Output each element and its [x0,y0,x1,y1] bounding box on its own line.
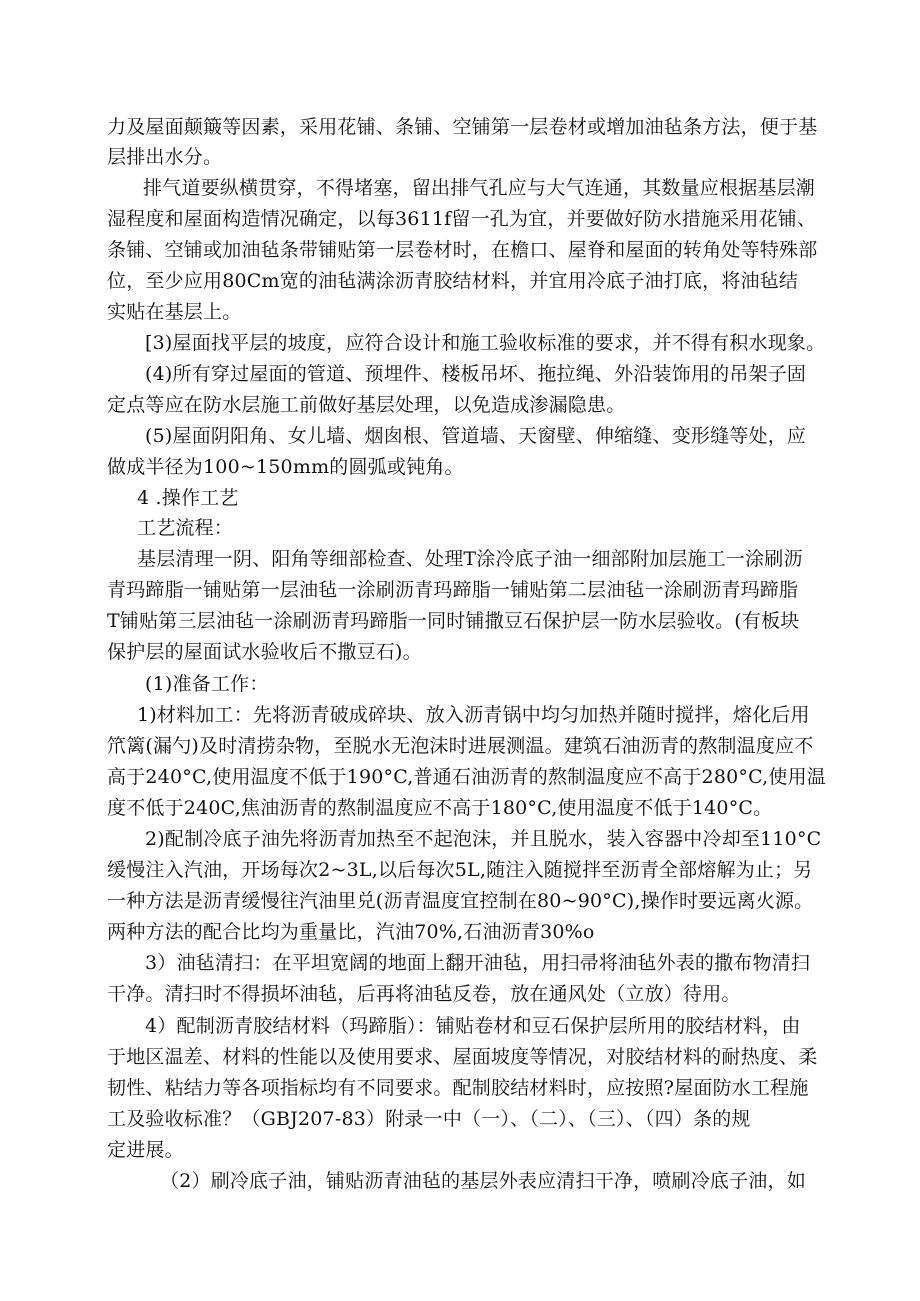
text-line: 1)材料加工：先将沥青破成碎块、放入沥青锅中均匀加热并随时搅拌，熔化后用 [137,704,810,726]
section-heading: 4 .操作工艺 [137,487,239,509]
text-line: 两种方法的配合比均为重量比，汽油70%,石油沥青30%o [107,921,595,943]
text-line: 缓慢注入汽油，开场每次2~3L,以后每次5L,随注入随搅拌至沥青全部熔解为止；另 [107,859,813,881]
text-line: 排气道要纵横贯穿，不得堵塞，留出排气孔应与大气连通，其数量应根据基层潮 [143,177,816,199]
text-line: 3）油毡清扫：在平坦宽阔的地面上翻开油毡，用扫帚将油毡外表的撒布物清扫 [145,952,811,974]
text-line: 实贴在基层上。 [107,301,242,323]
text-line: 4）配制沥青胶结材料（玛蹄脂）：铺贴卷材和豆石保护层所用的胶结材料，由 [145,1015,801,1037]
text-line: 工艺流程： [137,517,234,539]
text-line: 定点等应在防水层施工前做好基层处理，以免造成渗漏隐患。 [107,394,626,416]
text-line: 做成半径为100~150mm的圆弧或钝角。 [107,456,464,478]
text-line: 工及验收标准？（GBJ207-83）附录一中（一）、（二）、（三）、（四）条的规 [107,1108,751,1130]
text-line: 干净。清扫时不得损坏油毡，后再将油毡反卷，放在通风处（立放）待用。 [107,983,741,1005]
text-line: 2)配制冷底子油先将沥青加热至不起泡沫，并且脱水，装入容器中冷却至110°C [145,828,822,850]
text-line: 一种方法是沥青缓慢往汽油里兑(沥青温度宜控制在80~90°C),操作时要远离火源。 [107,890,814,912]
text-line: (4)所有穿过屋面的管道、预埋件、楼板吊坏、拖拉绳、外沿装饰用的吊架子固 [145,363,807,385]
text-line: 于地区温差、材料的性能以及使用要求、屋面坡度等情况，对胶结材料的耐热度、柔 [107,1046,818,1068]
text-line: (1)准备工作： [145,673,269,695]
text-line: 位，至少应用80Cm宽的油毡满涂沥青胶结材料，并宜用冷底子油打底，将油毡结 [107,270,799,292]
text-line: （2）刷冷底子油，铺贴沥青油毡的基层外表应清扫干净，喷刷冷底子油，如 [160,1170,806,1192]
text-line: 韧性、粘结力等各项指标均有不同要求。配制胶结材料时，应按照?屋面防水工程施 [107,1077,809,1099]
text-line: (5)屋面阴阳角、女儿墙、烟囱根、管道墙、天窗壁、伸缩缝、变形缝等处，应 [145,425,807,447]
text-line: 度不低于240C,焦油沥青的熬制温度应不高于180°C,使用温度不低于140°C。 [107,797,773,819]
text-line: 保护层的屋面试水验收后不撒豆石)。 [107,641,422,663]
text-line: 笊篱(漏勺)及时清捞杂物，至脱水无泡沫时进展测温。建筑石油沥青的熬制温度应不 [107,735,814,757]
text-line: 青玛蹄脂一铺贴第一层油毡一涂刷沥青玛蹄脂一铺贴第二层油毡一涂刷沥青玛蹄脂 [107,579,799,601]
text-line: 定进展。 [107,1139,184,1161]
text-line: 高于240°C,使用温度不低于190°C,普通石油沥青的熬制温度应不高于280°C,使用温 [107,766,826,788]
text-line: 条铺、空铺或加油毡条带铺贴第一层卷材时，在檐口、屋脊和屋面的转角处等特殊部 [107,239,818,261]
text-line: 力及屋面颠簸等因素，采用花铺、条铺、空铺第一层卷材或增加油毡条方法，便于基 [107,116,818,138]
text-line: T铺贴第三层油毡一涂刷沥青玛蹄脂一同时铺撒豆石保护层一防水层验收。(有板块 [107,610,800,632]
text-line: 湿程度和屋面构造情况确定，以每3611f留一孔为宜，并要做好防水措施采用花铺、 [107,208,817,230]
text-line: 层排出水分。 [107,146,223,168]
text-line: [3)屋面找平层的坡度，应符合设计和施工验收标准的要求，并不得有积水现象。 [145,332,826,354]
text-line: 基层清理一阴、阳角等细部检查、处理T涂冷底子油一细部附加层施工一涂刷沥 [137,548,803,570]
